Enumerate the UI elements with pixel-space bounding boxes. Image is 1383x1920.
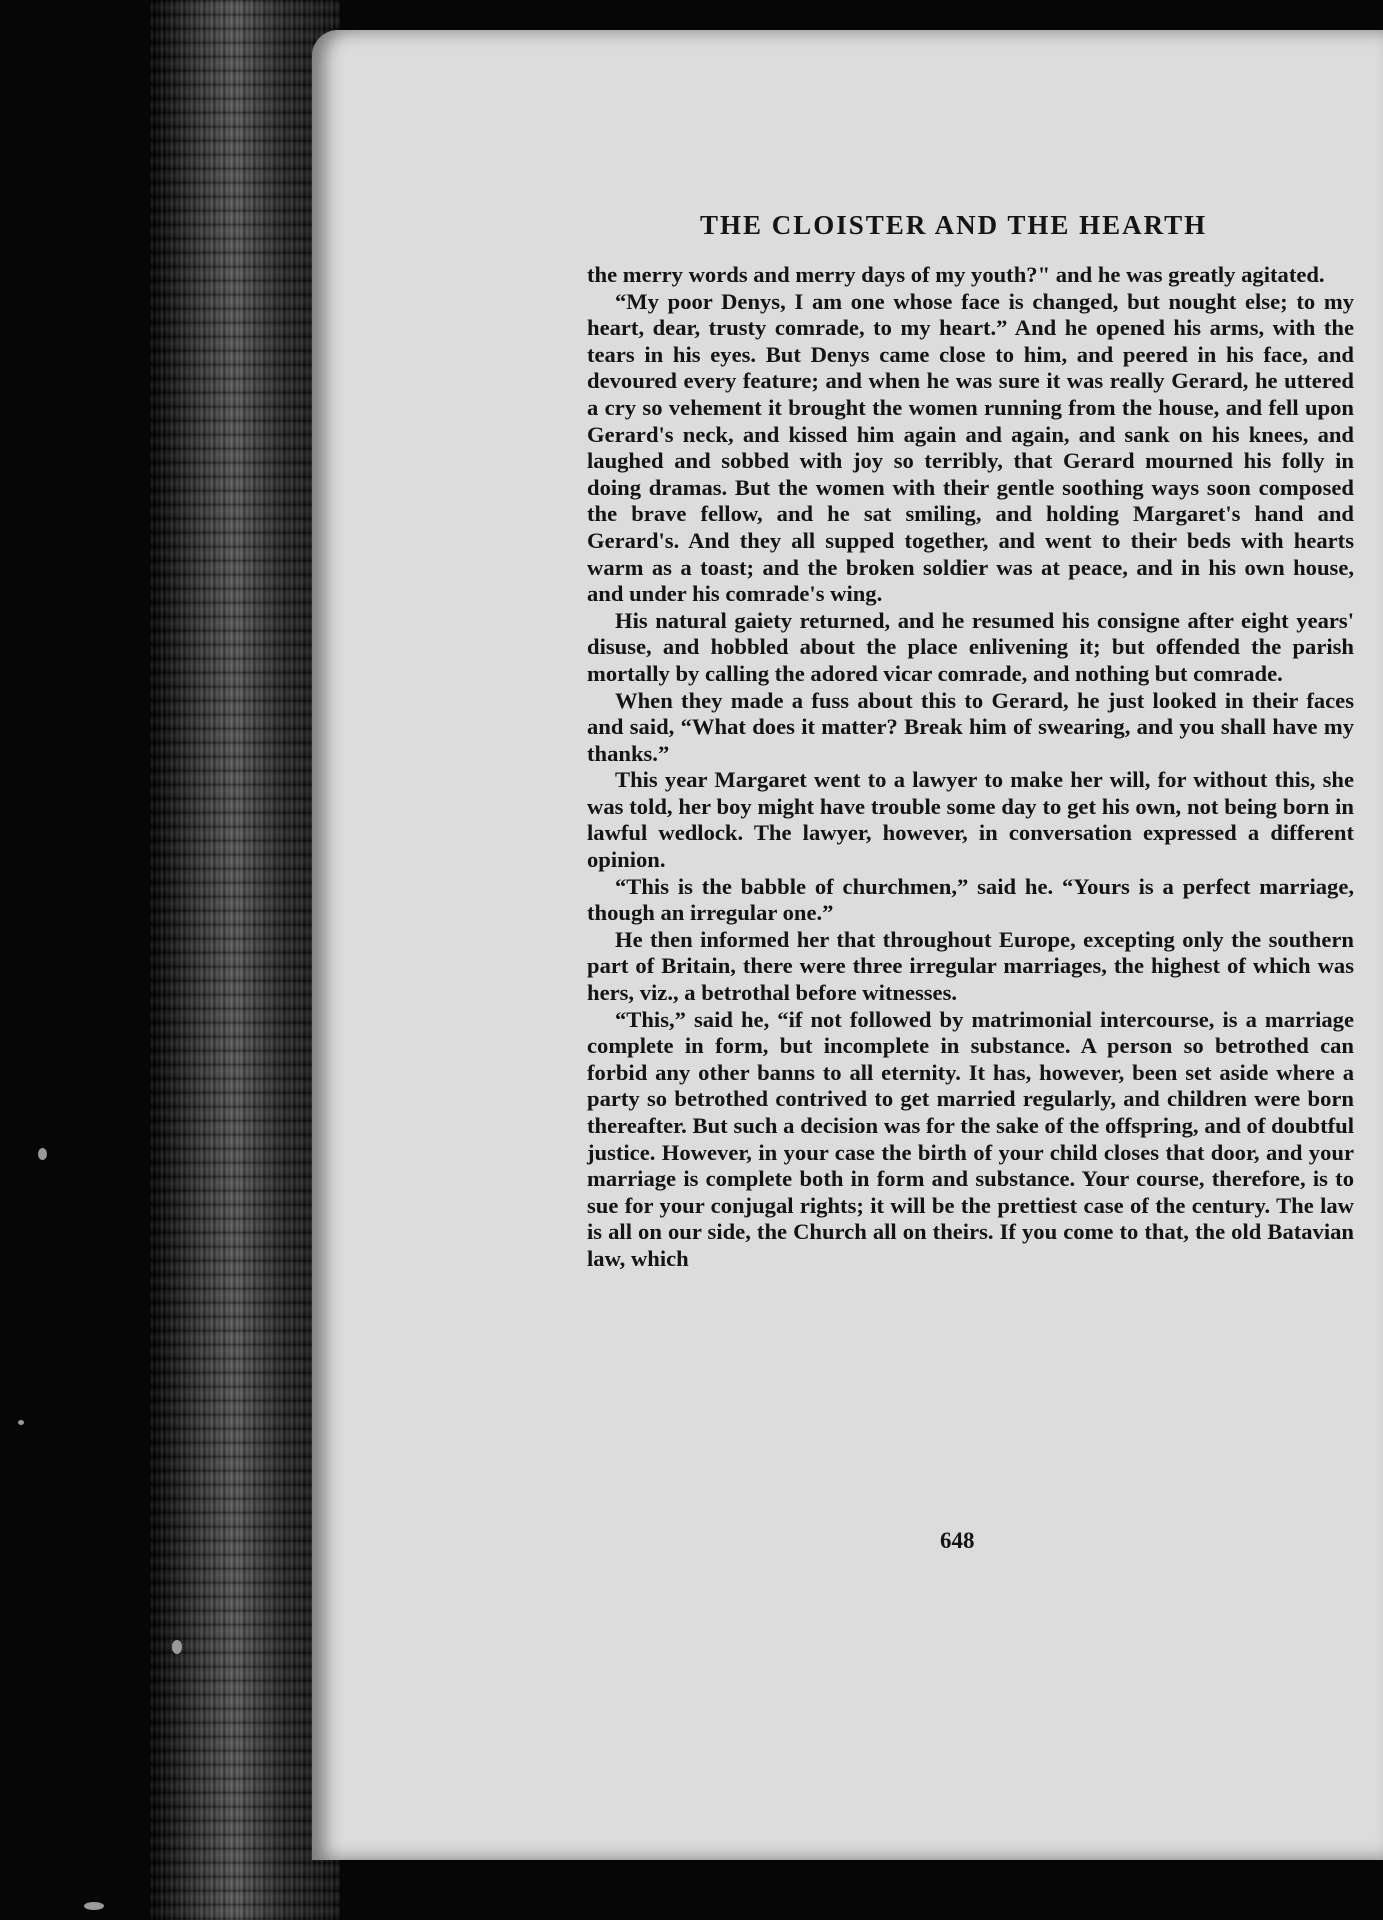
paragraph: He then informed her that throughout Europe, excepting only the southern part of Britain, there were three irregular marriages, the highest of which was hers, viz., a betrothal before witnesses.: [587, 926, 1354, 1006]
paragraph: His natural gaiety returned, and he resumed his consigne after eight years' disuse, and hobbled about the place enlivening it; but offended the parish mortally by calling the adored vicar comrade, and nothing but comrade.: [587, 607, 1354, 686]
dust-speck: [84, 1902, 104, 1910]
page-number: 648: [940, 1528, 975, 1553]
paragraph: This year Margaret went to a lawyer to make her will, for without this, she was told, her boy might have trouble some day to get his own, not being born in lawful wedlock. The lawyer, however, in conversation expressed a different opinion.: [587, 767, 1354, 873]
paragraph: the merry words and merry days of my youth?" and he was greatly agitated.: [587, 262, 1325, 287]
paragraph: “This is the babble of churchmen,” said he. “Yours is a perfect marriage, though an irregular one.”: [587, 873, 1354, 926]
dust-speck: [172, 1640, 182, 1654]
body-text: [587, 262, 1354, 1273]
paragraph: “This,” said he, “if not followed by matrimonial intercourse, is a marriage complete in form, but incomplete in substance. A person so betrothed can forbid any other banns to all eternity. It has, however, been set aside where a party so betrothed contrived to get married regularly, and children were born thereafter. But such a decision was for the sake of the offspring, and of doubtful justice. However, in your case the birth of your child closes that door, and your marriage is complete both in form and substance. Your course, therefore, is to sue for your conjugal rights; it will be the prettiest case of the century. The law is all on our side, the Church all on theirs. If you come to that, the old Batavian law, which: [587, 1006, 1354, 1271]
paragraph: “My poor Denys, I am one whose face is changed, but nought else; to my heart, dear, trusty comrade, to my heart.” And he opened his arms, with the tears in his eyes. But Denys came close to him, and peered in his face, and devoured every feature; and when he was sure it was really Gerard, he uttered a cry so vehement it brought the women running from the house, and fell upon Gerard's neck, and kissed him again and again, and sank on his knees, and laughed and sobbed with joy so terribly, that Gerard mourned his folly in doing dramas. But the women with their gentle soothing ways soon composed the brave fellow, and he sat smiling, and holding Margaret's hand and Gerard's. And they all supped together, and went to their beds with hearts warm as a toast; and the broken soldier was at peace, and in his own house, and under his comrade's wing.: [587, 288, 1354, 607]
dust-speck: [18, 1420, 24, 1425]
dust-speck: [38, 1148, 47, 1160]
paragraph: When they made a fuss about this to Gerard, he just looked in their faces and said, “What does it matter? Break him of swearing, and you shall have my thanks.”: [587, 687, 1354, 766]
running-title: THE CLOISTER AND THE HEARTH: [700, 210, 1208, 240]
